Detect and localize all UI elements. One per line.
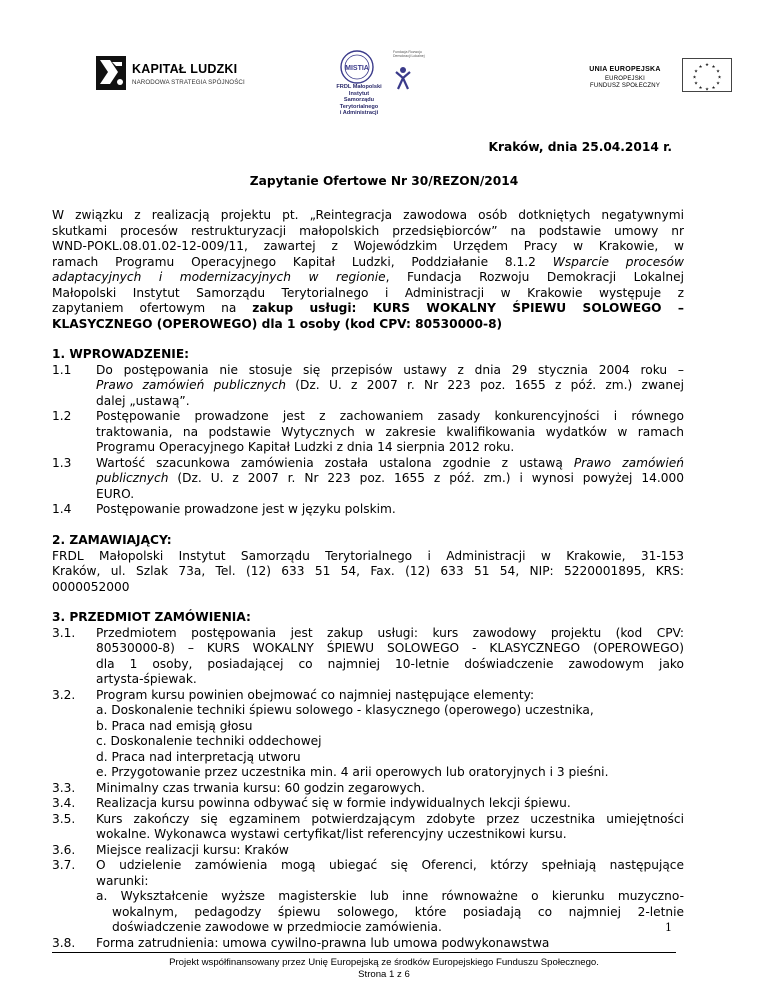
- item-italic: Prawo zamówień publicznych: [96, 378, 286, 392]
- list-item: wokalnym, pedagodzy śpiewu solowego, które posiadają co najmniej 2-letnie: [112, 904, 684, 919]
- page-number: 1: [665, 921, 672, 934]
- intro-line: [52, 255, 684, 271]
- item-line: Program kursu powinien obejmować co najmniej następujące elementy:: [96, 687, 535, 702]
- list-item: b. Praca nad emisją głosu: [96, 718, 253, 733]
- svg-text:★: ★: [693, 81, 699, 87]
- list-item: a. Doskonalenie techniki śpiewu solowego - klasycznego (operowego) uczestnika,: [96, 703, 594, 717]
- item-line: 80530000-8) – KURS WOKALNY ŚPIEWU SOLOWEGO - KLASYCZNEGO (OPEROWEGO): [96, 641, 684, 655]
- item-text: Wartość szacunkowa zamówienia została ustalona zgodnie z ustawą: [96, 455, 574, 470]
- item-italic: publicznych: [96, 471, 169, 485]
- item-number: 3.1.: [52, 625, 76, 640]
- svg-text:★: ★: [717, 75, 722, 81]
- list-item: d. Praca nad interpretacją utworu: [96, 749, 301, 764]
- eu-flag-icon: [682, 58, 732, 92]
- svg-text:★: ★: [711, 86, 716, 91]
- intro-text: zapytaniem ofertowym na: [52, 301, 253, 315]
- item-line: Forma zatrudnienia: umowa cywilno-prawna lub umowa podwykonawstwa: [96, 935, 550, 950]
- svg-text:★: ★: [715, 81, 721, 87]
- item-line: [96, 378, 684, 394]
- kapital-ludzki-subtitle: NARODOWA STRATEGIA SPÓJNOŚCI: [132, 79, 245, 86]
- intro-italic: Wsparcie procesów: [552, 254, 684, 269]
- item-line: Postępowanie prowadzone jest z zachowaniem zasady konkurencyjności i równego: [96, 409, 684, 423]
- item-line: Miejsce realizacji kursu: Kraków: [96, 842, 289, 857]
- item-line: artysta-śpiewak.: [96, 672, 197, 686]
- intro-text: ramach Programu Operacyjnego Kapitał Ludzki, Poddziałanie 8.1.2: [52, 254, 553, 269]
- fundacja-line-1: Fundacja Rozwoju: [393, 50, 422, 54]
- item-text: (Dz. U. z 2007 r. Nr 223 poz. 1655 z póź. zm.) zwanej: [286, 378, 684, 392]
- frdl-logo-text: [331, 84, 387, 117]
- item-italic: Prawo zamówień: [573, 455, 684, 470]
- list-item: a. Wykształcenie wyższe magisterskie lub inne równoważne o kierunku muzyczno-: [96, 889, 684, 903]
- item-number: 3.2.: [52, 687, 76, 702]
- item-line: traktowania, na podstawie Wytycznych w zakresie kwalifikowania wydatków w ramach: [96, 424, 684, 439]
- intro-bold: zakup usługi: KURS WOKALNY ŚPIEWU SOLOWEGO –: [252, 301, 684, 315]
- item-number: 3.5.: [52, 811, 76, 826]
- item-line: Do postępowania nie stosuje się przepisów ustawy z dnia 29 stycznia 2004 roku –: [96, 362, 684, 377]
- item-line: 0000052000: [52, 579, 130, 594]
- svg-text:MISTIA: MISTIA: [345, 65, 369, 72]
- item-number: 3.6.: [52, 842, 76, 857]
- section-heading: 3. PRZEDMIOT ZAMÓWIENIA:: [52, 610, 251, 624]
- fundacja-figure-icon: [392, 56, 414, 92]
- item-text: (Dz. U. z 2007 r. Nr 223 poz. 1655 z póź. zm.) i wynosi powyżej 14.000: [168, 471, 684, 485]
- eu-title: UNIA EUROPEJSKA: [589, 66, 661, 73]
- item-line: EURO.: [96, 486, 135, 501]
- item-line: warunki:: [96, 873, 149, 888]
- item-line: dla 1 osoby, posiadającej co najmniej 10-letnie doświadczenie zawodowym jako: [96, 656, 684, 671]
- item-line: Realizacja kursu powinna odbywać się w formie indywidualnych lekcji śpiewu.: [96, 796, 571, 810]
- document-title: Zapytanie Ofertowe Nr 30/REZON/2014: [249, 174, 519, 188]
- item-line: dalej „ustawą”.: [96, 393, 190, 408]
- kapital-ludzki-title: KAPITAŁ LUDZKI: [132, 62, 238, 76]
- item-line: Kurs zakończy się egzaminem potwierdzającym zdobyte przez uczestnika umiejętności: [96, 811, 684, 826]
- item-number: 1.2: [52, 409, 72, 423]
- svg-text:★: ★: [704, 63, 710, 68]
- item-number: 3.3.: [52, 780, 76, 795]
- intro-line: [52, 270, 684, 286]
- item-number: 3.8.: [52, 935, 76, 950]
- intro-line: Małopolski Instytut Samorządu Terytorialnego i Administracji w Krakowie występuje z: [52, 285, 684, 300]
- item-line: Przedmiotem postępowania jest zakup usługi: kurs zawodowy projektu (kod CPV:: [96, 625, 684, 640]
- item-line: Kraków, ul. Szlak 73a, Tel. (12) 633 51 54, Fax. (12) 633 51 54, NIP: 5220001895, KRS:: [52, 564, 684, 578]
- eu-subtitle-2: FUNDUSZ SPOŁECZNY: [589, 83, 661, 89]
- intro-line: KLASYCZNEGO (OPEROWEGO) dla 1 osoby (kod CPV: 80530000-8): [52, 316, 503, 331]
- item-number: 3.7.: [52, 858, 76, 872]
- list-item: doświadczenie zawodowe w przedmiocie zamówienia.: [112, 920, 442, 934]
- item-line: [96, 456, 684, 472]
- section-heading: 2. ZAMAWIAJĄCY:: [52, 533, 172, 547]
- item-number: 1.3: [52, 455, 72, 470]
- intro-line: W związku z realizacją projektu pt. „Reintegracja zawodowa osób dotkniętych negatywnymi: [52, 208, 684, 222]
- svg-text:★: ★: [698, 86, 703, 91]
- intro-line: skutkami procesów restrukturyzacji małopolskich przedsiębiorców” na podstawie umowy nr: [52, 223, 684, 238]
- svg-text:★: ★: [693, 69, 699, 75]
- item-line: wokalne. Wykonawca wystawi certyfikat/list referencyjny uczestnikowi kursu.: [96, 827, 567, 841]
- svg-text:★: ★: [692, 75, 697, 81]
- footer-page-count: Strona 1 z 6: [358, 969, 410, 980]
- footer-divider: [52, 952, 676, 953]
- intro-text: , Fundacja Rozwoju Demokracji Lokalnej: [385, 270, 684, 284]
- frdl-line-2: Samorządu Terytorialnego: [339, 97, 379, 110]
- footer-funding-note: Projekt współfinansowany przez Unię Europejską ze środków Europejskiego Funduszu Społecznego.: [169, 957, 599, 968]
- svg-text:★: ★: [698, 64, 703, 70]
- list-item: c. Doskonalenie techniki oddechowej: [96, 734, 322, 748]
- svg-text:★: ★: [711, 64, 716, 70]
- svg-text:★: ★: [704, 87, 710, 92]
- frdl-line-3: i Administracji: [339, 110, 379, 117]
- list-item: e. Przygotowanie przez uczestnika min. 4 arii operowych lub oratoryjnych i 3 pieśni.: [96, 765, 609, 779]
- item-number: 3.4.: [52, 796, 76, 810]
- item-line: O udzielenie zamówienia mogą ubiegać się Oferenci, którzy spełniają następujące: [96, 858, 684, 872]
- item-number: 1.4: [52, 502, 72, 516]
- item-line: FRDL Małopolski Instytut Samorządu Terytorialnego i Administracji w Krakowie, 31-153: [52, 548, 684, 563]
- section-heading: 1. WPROWADZENIE:: [52, 347, 190, 361]
- intro-italic: adaptacyjnych i modernizacyjnych w regionie: [52, 270, 386, 284]
- item-line: Minimalny czas trwania kursu: 60 godzin zegarowych.: [96, 780, 425, 795]
- eu-subtitle-1: EUROPEJSKI: [604, 76, 645, 82]
- item-line: Postępowanie prowadzone jest w języku polskim.: [96, 502, 396, 516]
- item-number: 1.1: [52, 362, 72, 377]
- intro-line: [52, 301, 684, 317]
- fundacja-line-2: Demokracji Lokalnej: [393, 54, 425, 58]
- item-line: [96, 471, 684, 487]
- document-date: Kraków, dnia 25.04.2014 r.: [488, 140, 672, 154]
- frdl-line-1: FRDL Małopolski Instytut: [336, 84, 382, 97]
- item-line: Programu Operacyjnego Kapitał Ludzki z dnia 14 sierpnia 2012 roku.: [96, 440, 515, 454]
- svg-text:★: ★: [715, 69, 721, 75]
- intro-line: WND-POKL.08.01.02-12-009/11, zawartej z Wojewódzkim Urzędem Pracy w Krakowie, w: [52, 239, 684, 253]
- mistia-logo-icon: [340, 50, 374, 84]
